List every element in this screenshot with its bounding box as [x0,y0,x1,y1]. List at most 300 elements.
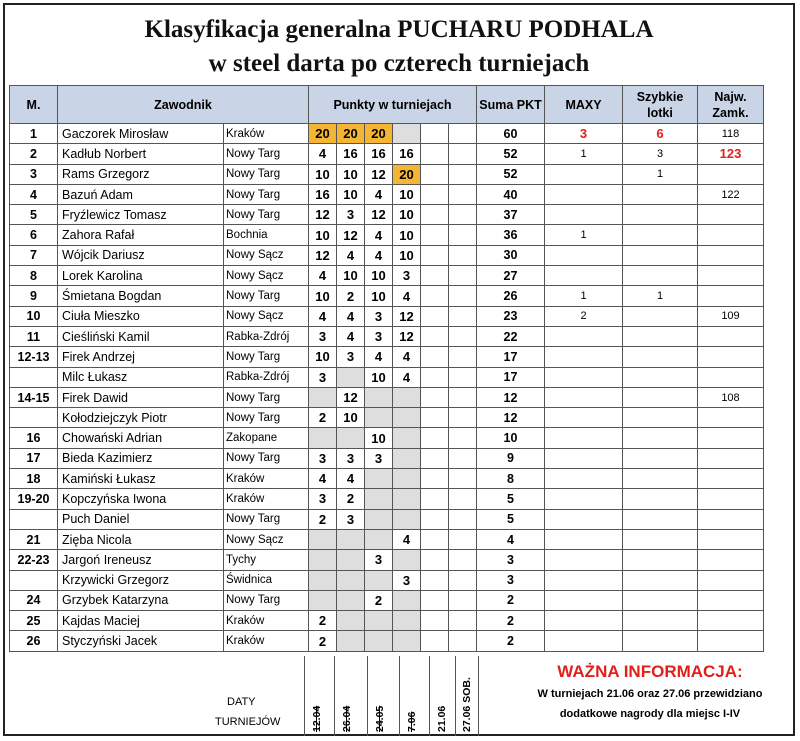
points-cell-empty [449,448,477,468]
sum-cell: 2 [477,631,545,651]
szybkie-cell [623,387,698,407]
table-row [10,144,764,164]
date-col [334,656,358,736]
place-cell: 25 [10,611,58,631]
points-cell: 4 [309,266,337,286]
maxy-cell: 1 [545,225,623,245]
date-5: 21.06 [435,705,448,732]
points-cell [365,408,393,428]
player-name-cell: Kadłub Norbert [58,144,224,164]
sum-cell: 30 [477,245,545,265]
points-cell: 10 [337,184,365,204]
player-name-cell: Wójcik Dariusz [58,245,224,265]
place-cell: 14-15 [10,387,58,407]
points-cell-empty [449,326,477,346]
points-cell: 10 [309,286,337,306]
najw-cell: 109 [698,306,764,326]
najw-cell [698,590,764,610]
points-cell: 4 [337,469,365,489]
najw-cell [698,611,764,631]
points-cell-empty [449,387,477,407]
city-cell: Kraków [224,469,309,489]
points-cell: 3 [337,205,365,225]
title-line-2: w steel darta po czterech turniejach [208,50,590,77]
points-cell-empty [421,144,449,164]
najw-cell [698,570,764,590]
sum-cell: 36 [477,225,545,245]
points-cell [337,428,365,448]
sum-cell: 10 [477,428,545,448]
points-cell-empty [449,245,477,265]
maxy-cell [545,205,623,225]
sum-cell: 23 [477,306,545,326]
points-cell: 2 [309,408,337,428]
sum-cell: 12 [477,408,545,428]
classification-table [9,85,764,652]
szybkie-cell: 3 [623,144,698,164]
szybkie-cell [623,590,698,610]
table-row [10,306,764,326]
points-cell-empty [449,184,477,204]
maxy-cell: 3 [545,124,623,144]
points-cell [365,469,393,489]
points-cell: 3 [309,326,337,346]
table-row [10,590,764,610]
points-cell-empty [449,631,477,651]
city-cell: Tychy [224,550,309,570]
player-name-cell: Chowański Adrian [58,428,224,448]
points-cell: 12 [309,205,337,225]
table-row [10,164,764,184]
table-row [10,225,764,245]
date-col [304,656,328,736]
maxy-cell [545,469,623,489]
points-cell: 3 [365,550,393,570]
points-cell-empty [421,205,449,225]
header-szybkie: Szybkie lotki [623,86,698,124]
szybkie-cell [623,326,698,346]
points-cell: 16 [337,144,365,164]
maxy-cell [545,347,623,367]
place-cell: 4 [10,184,58,204]
szybkie-cell [623,529,698,549]
points-cell-empty [449,347,477,367]
sum-cell: 26 [477,286,545,306]
maxy-cell: 1 [545,286,623,306]
points-cell: 3 [309,448,337,468]
points-cell-empty [421,225,449,245]
place-cell: 11 [10,326,58,346]
sum-cell: 5 [477,509,545,529]
maxy-cell [545,245,623,265]
najw-cell: 108 [698,387,764,407]
points-cell: 4 [365,225,393,245]
points-cell [337,529,365,549]
player-name-cell: Kamiński Łukasz [58,469,224,489]
points-cell [393,448,421,468]
ranking-sheet [3,3,795,736]
player-name-cell: Rams Grzegorz [58,164,224,184]
city-cell: Nowy Targ [224,144,309,164]
place-cell: 9 [10,286,58,306]
points-cell-empty [449,205,477,225]
maxy-cell [545,590,623,610]
szybkie-cell [623,408,698,428]
szybkie-cell [623,367,698,387]
szybkie-cell: 1 [623,164,698,184]
place-cell [10,570,58,590]
szybkie-cell [623,631,698,651]
title-line-1: Klasyfikacja generalna PUCHARU PODHALA [144,16,654,43]
city-cell: Rabka-Zdrój [224,367,309,387]
player-name-cell: Puch Daniel [58,509,224,529]
sum-cell: 9 [477,448,545,468]
points-cell-empty [421,408,449,428]
table-row [10,245,764,265]
points-cell: 20 [337,124,365,144]
points-cell-empty [449,469,477,489]
points-cell-empty [421,347,449,367]
points-cell: 4 [337,326,365,346]
points-cell-empty [421,448,449,468]
maxy-cell [545,570,623,590]
points-cell: 4 [393,367,421,387]
points-cell: 10 [365,428,393,448]
points-cell [365,611,393,631]
points-cell [393,611,421,631]
place-cell [10,509,58,529]
sum-cell: 37 [477,205,545,225]
points-cell [393,387,421,407]
place-cell: 2 [10,144,58,164]
city-cell: Nowy Targ [224,448,309,468]
points-cell-empty [449,306,477,326]
table-row [10,266,764,286]
najw-cell [698,428,764,448]
city-cell: Nowy Targ [224,347,309,367]
city-cell: Nowy Targ [224,509,309,529]
points-cell [393,469,421,489]
points-cell: 4 [365,347,393,367]
points-cell [309,550,337,570]
szybkie-cell [623,205,698,225]
najw-cell [698,326,764,346]
points-cell: 12 [365,164,393,184]
points-cell-empty [449,367,477,387]
city-cell: Kraków [224,124,309,144]
player-name-cell: Lorek Karolina [58,266,224,286]
najw-cell [698,225,764,245]
points-cell-empty [421,550,449,570]
table-row [10,367,764,387]
sum-cell: 2 [477,590,545,610]
header-zawodnik: Zawodnik [58,86,309,124]
points-cell: 10 [309,164,337,184]
header-suma: Suma PKT [477,86,545,124]
maxy-cell [545,428,623,448]
sum-cell: 8 [477,469,545,489]
place-cell: 16 [10,428,58,448]
player-name-cell: Cieśliński Kamil [58,326,224,346]
player-name-cell: Grzybek Katarzyna [58,590,224,610]
sum-cell: 4 [477,529,545,549]
sum-cell: 52 [477,144,545,164]
place-cell: 18 [10,469,58,489]
points-cell [365,529,393,549]
points-cell: 2 [309,631,337,651]
table-row [10,550,764,570]
points-cell: 12 [337,387,365,407]
place-cell [10,367,58,387]
points-cell-empty [421,631,449,651]
maxy-cell [545,408,623,428]
points-cell: 3 [337,448,365,468]
player-name-cell: Styczyński Jacek [58,631,224,651]
najw-cell: 123 [698,144,764,164]
date-1: 12.04 [310,705,323,732]
points-cell: 4 [337,245,365,265]
points-cell: 3 [337,509,365,529]
table-row [10,631,764,651]
points-cell [337,611,365,631]
maxy-cell: 2 [545,306,623,326]
date-3: 24.05 [373,705,386,732]
points-cell: 12 [337,225,365,245]
points-cell: 3 [365,306,393,326]
place-cell: 19-20 [10,489,58,509]
place-cell: 5 [10,205,58,225]
player-name-cell: Jargoń Ireneusz [58,550,224,570]
city-cell: Nowy Targ [224,205,309,225]
date-col [367,656,391,736]
player-name-cell: Milc Łukasz [58,367,224,387]
points-cell-empty [421,367,449,387]
najw-cell [698,347,764,367]
points-cell-empty [421,611,449,631]
city-cell: Nowy Sącz [224,306,309,326]
points-cell: 10 [365,266,393,286]
header-m: M. [10,86,58,124]
points-cell: 4 [309,469,337,489]
points-cell [309,590,337,610]
szybkie-cell [623,611,698,631]
points-cell: 16 [393,144,421,164]
points-cell [393,550,421,570]
szybkie-cell [623,306,698,326]
points-cell [309,570,337,590]
najw-cell [698,245,764,265]
points-cell [393,509,421,529]
place-cell: 3 [10,164,58,184]
points-cell: 10 [393,225,421,245]
points-cell: 10 [365,286,393,306]
points-cell-empty [421,428,449,448]
points-cell [393,408,421,428]
szybkie-cell [623,347,698,367]
sum-cell: 22 [477,326,545,346]
maxy-cell [545,326,623,346]
points-cell [393,124,421,144]
table-row [10,448,764,468]
points-cell-empty [449,225,477,245]
najw-cell [698,448,764,468]
place-cell: 12-13 [10,347,58,367]
city-cell: Kraków [224,631,309,651]
points-cell: 4 [365,184,393,204]
info-body: W turniejach 21.06 oraz 27.06 przewidziano dodatkowe nagrody dla miejsc I-IV [537,688,763,720]
points-cell: 12 [365,205,393,225]
maxy-cell [545,489,623,509]
points-cell [393,590,421,610]
city-cell: Nowy Targ [224,164,309,184]
points-cell: 4 [309,306,337,326]
player-name-cell: Gaczorek Mirosław [58,124,224,144]
sum-cell: 52 [477,164,545,184]
sum-cell: 3 [477,550,545,570]
points-cell-empty [449,164,477,184]
date-col [399,656,423,736]
points-cell: 10 [393,245,421,265]
city-cell: Nowy Sącz [224,266,309,286]
important-info [504,656,796,736]
points-cell-empty [449,124,477,144]
points-cell: 2 [365,590,393,610]
header-najw: Najw. Zamk. [698,86,764,124]
city-cell: Bochnia [224,225,309,245]
table-row [10,489,764,509]
city-cell: Nowy Targ [224,408,309,428]
points-cell-empty [421,286,449,306]
najw-cell [698,266,764,286]
points-cell [337,631,365,651]
szybkie-cell: 1 [623,286,698,306]
najw-cell [698,408,764,428]
table-row [10,184,764,204]
maxy-cell [545,367,623,387]
points-cell-empty [449,144,477,164]
table-header-row [10,86,764,124]
table-row [10,428,764,448]
date-4: 7.06 [405,711,418,732]
najw-cell [698,529,764,549]
points-cell [337,550,365,570]
maxy-cell [545,266,623,286]
maxy-cell [545,611,623,631]
points-cell [365,570,393,590]
szybkie-cell [623,448,698,468]
page-title [5,5,793,85]
table-row [10,387,764,407]
points-cell-empty [449,266,477,286]
points-cell-empty [421,124,449,144]
sum-cell: 60 [477,124,545,144]
place-cell: 22-23 [10,550,58,570]
city-cell: Nowy Sącz [224,529,309,549]
points-cell: 10 [309,225,337,245]
points-cell: 3 [337,347,365,367]
tournament-dates [9,656,472,736]
points-cell: 3 [309,489,337,509]
points-cell-empty [449,286,477,306]
points-cell-empty [421,326,449,346]
points-cell: 2 [337,286,365,306]
points-cell: 4 [393,529,421,549]
points-cell: 12 [309,245,337,265]
place-cell: 24 [10,590,58,610]
points-cell [365,509,393,529]
szybkie-cell [623,489,698,509]
points-cell: 20 [365,124,393,144]
points-cell: 10 [393,205,421,225]
points-cell: 3 [309,367,337,387]
info-title: WAŻNA INFORMACJA: [557,662,743,681]
points-cell: 10 [337,266,365,286]
points-cell [337,570,365,590]
points-cell: 2 [337,489,365,509]
points-cell: 12 [393,306,421,326]
place-cell: 17 [10,448,58,468]
points-cell [337,590,365,610]
points-cell: 4 [393,286,421,306]
szybkie-cell [623,428,698,448]
table-row [10,408,764,428]
points-cell: 10 [337,164,365,184]
place-cell: 21 [10,529,58,549]
points-cell-empty [449,509,477,529]
place-cell: 1 [10,124,58,144]
points-cell: 12 [393,326,421,346]
header-maxy: MAXY [545,86,623,124]
city-cell: Rabka-Zdrój [224,326,309,346]
city-cell: Nowy Sącz [224,245,309,265]
szybkie-cell [623,184,698,204]
najw-cell [698,489,764,509]
player-name-cell: Zahora Rafał [58,225,224,245]
najw-cell [698,367,764,387]
najw-cell: 118 [698,124,764,144]
date-col [429,656,453,736]
points-cell: 2 [309,611,337,631]
player-name-cell: Firek Dawid [58,387,224,407]
sum-cell: 17 [477,347,545,367]
player-name-cell: Krzywicki Grzegorz [58,570,224,590]
points-cell-empty [421,509,449,529]
date-2: 26.04 [340,705,353,732]
place-cell: 26 [10,631,58,651]
city-cell: Nowy Targ [224,590,309,610]
table-row [10,469,764,489]
szybkie-cell [623,570,698,590]
player-name-cell: Ciuła Mieszko [58,306,224,326]
player-name-cell: Firek Andrzej [58,347,224,367]
maxy-cell [545,631,623,651]
table-row [10,570,764,590]
sum-cell: 40 [477,184,545,204]
points-cell: 4 [393,347,421,367]
table-row [10,509,764,529]
maxy-cell [545,529,623,549]
points-cell-empty [449,529,477,549]
sum-cell: 17 [477,367,545,387]
maxy-cell [545,184,623,204]
table-row [10,205,764,225]
szybkie-cell [623,469,698,489]
najw-cell [698,164,764,184]
najw-cell [698,509,764,529]
points-cell-empty [449,570,477,590]
points-cell-empty [421,469,449,489]
points-cell [393,631,421,651]
